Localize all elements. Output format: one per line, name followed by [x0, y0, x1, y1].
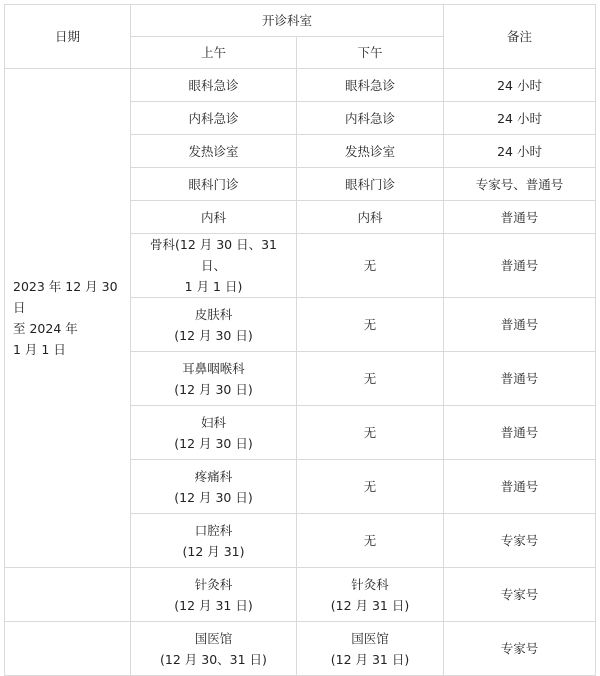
am-clinic-cell	[131, 234, 297, 298]
header-note: 备注	[444, 5, 596, 69]
header-row-1	[5, 5, 596, 37]
table-row	[5, 568, 596, 622]
am-clinic-cell	[131, 102, 297, 135]
note-cell: 24 小时	[444, 102, 596, 135]
header-clinic-group: 开诊科室	[131, 5, 444, 37]
pm-clinic-line: 内科	[357, 209, 383, 225]
pm-clinic-cell	[297, 514, 444, 568]
am-clinic-line: 眼科门诊	[188, 176, 239, 192]
note-cell: 普通号	[444, 234, 596, 298]
am-clinic-line: (12 月 31)	[182, 543, 245, 559]
pm-clinic-cell	[297, 102, 444, 135]
note-cell: 普通号	[444, 406, 596, 460]
table-row	[5, 622, 596, 676]
pm-clinic-line: 眼科门诊	[345, 176, 396, 192]
date-range-line: 至 2024 年	[13, 321, 78, 336]
am-clinic-line: 1 月 1 日)	[184, 279, 243, 294]
am-clinic-cell	[131, 460, 297, 514]
schedule-body	[5, 5, 596, 676]
am-clinic-line: 发热诊室	[188, 143, 239, 159]
pm-clinic-line: 针灸科	[351, 576, 389, 592]
pm-clinic-line: (12 月 31 日)	[330, 651, 410, 667]
am-clinic-cell	[131, 406, 297, 460]
pm-clinic-cell	[297, 568, 444, 622]
pm-clinic-cell	[297, 352, 444, 406]
note-cell: 24 小时	[444, 135, 596, 168]
date-range-line: 2023 年 12 月 30 日	[13, 279, 118, 315]
clinic-schedule-table	[4, 4, 596, 676]
pm-clinic-line: 无	[363, 425, 377, 440]
am-clinic-cell	[131, 514, 297, 568]
am-clinic-line: 国医馆	[194, 630, 233, 646]
pm-clinic-line: 眼科急诊	[345, 77, 396, 93]
am-clinic-cell	[131, 168, 297, 201]
am-clinic-line: (12 月 30 日)	[174, 435, 253, 451]
am-clinic-line: (12 月 30 日)	[174, 381, 253, 397]
am-clinic-line: (12 月 30 日)	[174, 489, 253, 505]
pm-clinic-line: 内科急诊	[345, 110, 396, 126]
am-clinic-line: 内科	[200, 209, 226, 225]
pm-clinic-cell	[297, 622, 444, 676]
am-clinic-line: 内科急诊	[188, 110, 239, 126]
note-cell: 普通号	[444, 352, 596, 406]
note-cell: 专家号	[444, 514, 596, 568]
pm-clinic-line: 无	[363, 371, 377, 386]
pm-clinic-cell	[297, 201, 444, 234]
note-cell: 普通号	[444, 201, 596, 234]
am-clinic-line: 骨科(12 月 30 日、31 日、	[149, 237, 277, 273]
pm-clinic-cell	[297, 168, 444, 201]
pm-clinic-line: 无	[363, 317, 377, 332]
pm-clinic-cell	[297, 135, 444, 168]
am-clinic-cell	[131, 69, 297, 102]
date-range-line: 1 月 1 日	[13, 342, 66, 357]
note-cell: 普通号	[444, 298, 596, 352]
note-cell: 专家号	[444, 622, 596, 676]
am-clinic-line: 耳鼻咽喉科	[182, 360, 245, 376]
note-cell: 专家号、普通号	[444, 168, 596, 201]
am-clinic-line: 皮肤科	[194, 306, 233, 322]
pm-clinic-cell	[297, 298, 444, 352]
header-date: 日期	[5, 5, 131, 69]
note-cell: 24 小时	[444, 69, 596, 102]
am-clinic-line: 疼痛科	[194, 468, 233, 484]
am-clinic-cell	[131, 135, 297, 168]
note-cell: 专家号	[444, 568, 596, 622]
am-clinic-line: (12 月 31 日)	[174, 597, 253, 613]
table-row	[5, 69, 596, 102]
am-clinic-cell	[131, 622, 297, 676]
pm-clinic-cell	[297, 406, 444, 460]
date-range-cell	[5, 69, 131, 568]
am-clinic-line: 口腔科	[194, 522, 233, 538]
pm-clinic-line: 无	[363, 258, 377, 273]
am-clinic-cell	[131, 298, 297, 352]
am-clinic-line: 眼科急诊	[188, 77, 239, 93]
pm-clinic-line: 无	[363, 533, 377, 548]
am-clinic-line: (12 月 30、31 日)	[160, 651, 267, 667]
header-am: 上午	[131, 37, 297, 69]
am-clinic-cell	[131, 568, 297, 622]
date-cell-empty	[5, 622, 131, 676]
am-clinic-cell	[131, 201, 297, 234]
am-clinic-line: 妇科	[200, 414, 226, 430]
note-cell: 普通号	[444, 460, 596, 514]
am-clinic-line: (12 月 30 日)	[174, 327, 253, 343]
pm-clinic-line: 无	[363, 479, 377, 494]
date-cell-empty	[5, 568, 131, 622]
am-clinic-cell	[131, 352, 297, 406]
pm-clinic-line: 发热诊室	[345, 143, 396, 159]
pm-clinic-cell	[297, 460, 444, 514]
pm-clinic-cell	[297, 234, 444, 298]
pm-clinic-line: (12 月 31 日)	[330, 597, 410, 613]
am-clinic-line: 针灸科	[194, 576, 233, 592]
header-pm: 下午	[297, 37, 444, 69]
pm-clinic-line: 国医馆	[351, 630, 389, 646]
pm-clinic-cell	[297, 69, 444, 102]
